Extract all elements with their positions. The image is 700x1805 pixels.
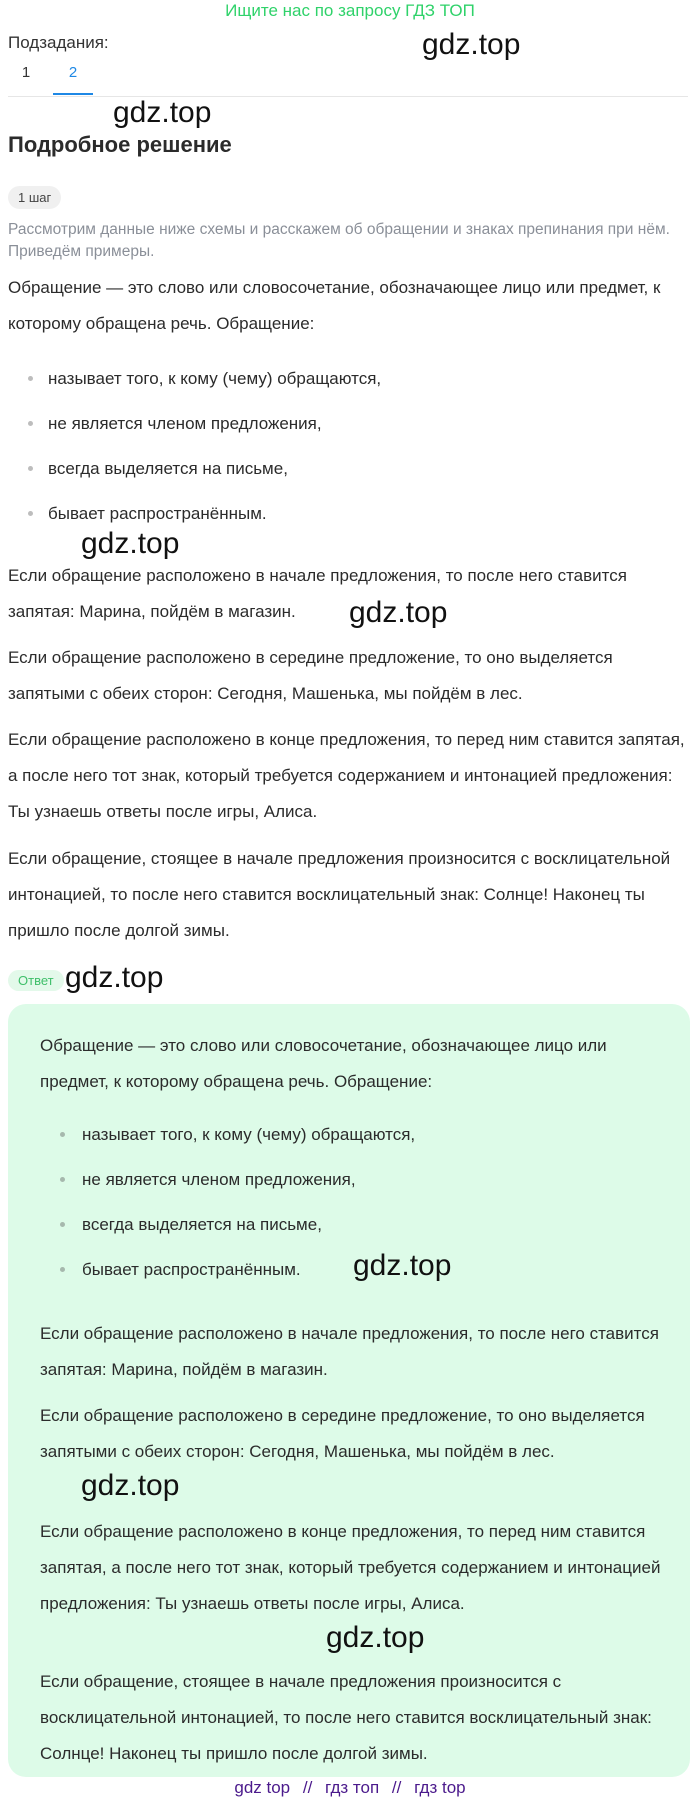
active-tab-indicator — [53, 93, 93, 95]
list-item: называет того, к кому (чему) обращаются, — [40, 1112, 670, 1157]
tab-subtask-2[interactable]: 2 — [68, 64, 78, 81]
footer-link[interactable]: гдз top — [414, 1778, 466, 1797]
answer-box — [8, 1004, 690, 1777]
watermark: gdz.top — [65, 961, 164, 994]
solution-paragraph: Если обращение, стоящее в начале предложения произносится с восклицательной интонацией, то после него ставится восклицательный знак: Солнце! Наконец ты пришло после долгой зимы. — [8, 849, 671, 940]
watermark: gdz.top — [326, 1621, 425, 1654]
solution-intro: Рассмотрим данные ниже схемы и расскажем об обращении и знаках препинания при нём. Приведём примеры. — [8, 221, 670, 260]
footer-link[interactable]: гдз топ — [325, 1778, 380, 1797]
watermark: gdz.top — [113, 96, 212, 129]
footer-separator: // — [302, 1778, 313, 1797]
tab-subtask-1[interactable]: 1 — [21, 64, 31, 81]
step-badge: 1 шаг — [8, 186, 61, 209]
solution-paragraph: Если обращение расположено в начале предложения, то после него ставится запятая: Марина, пойдём в магазин. — [8, 566, 627, 621]
footer-link[interactable]: gdz top — [234, 1778, 291, 1797]
solution-bullet-list — [8, 356, 688, 536]
definition-text: Обращение — это слово или словосочетание, обозначающее лицо или предмет, к которому обращена речь. Обращение: — [8, 278, 661, 333]
watermark: gdz.top — [81, 527, 180, 560]
watermark: gdz.top — [349, 596, 448, 629]
list-item: не является членом предложения, — [8, 401, 688, 446]
watermark: gdz.top — [353, 1249, 452, 1282]
solution-title: Подробное решение — [8, 132, 232, 157]
list-item: не является членом предложения, — [40, 1157, 670, 1202]
answer-paragraph: Если обращение расположено в начале предложения, то после него ставится запятая: Марина, пойдём в магазин. — [40, 1324, 659, 1379]
list-item: бывает распространённым. — [8, 491, 688, 536]
footer-separator: // — [391, 1778, 402, 1797]
answer-definition: Обращение — это слово или словосочетание, обозначающее лицо или предмет, к которому обращена речь. Обращение: — [40, 1036, 607, 1091]
watermark: gdz.top — [422, 28, 521, 61]
solution-paragraph: Если обращение расположено в конце предложения, то перед ним ставится запятая, а после него тот знак, который требуется содержанием и интонацией предложения: Ты узнаешь ответы после игры, Алиса. — [8, 730, 685, 821]
list-item: всегда выделяется на письме, — [8, 446, 688, 491]
list-item: всегда выделяется на письме, — [40, 1202, 670, 1247]
solution-paragraph: Если обращение расположено в середине предложение, то оно выделяется запятыми с обеих сторон: Сегодня, Машенька, мы пойдём в лес. — [8, 648, 613, 703]
answer-badge: Ответ — [8, 970, 64, 991]
answer-paragraph: Если обращение расположено в конце предложения, то перед ним ставится запятая, а после него тот знак, который требуется содержанием и интонацией предложения: Ты узнаешь ответы после игры, Алиса. — [40, 1522, 661, 1613]
promo-banner: Ищите нас по запросу ГДЗ ТОП — [225, 1, 475, 20]
answer-paragraph: Если обращение, стоящее в начале предложения произносится с восклицательной интонацией, то после него ставится восклицательный знак: Солнце! Наконец ты пришло после долгой зимы. — [40, 1672, 652, 1763]
list-item: бывает распространённым. — [40, 1247, 670, 1292]
answer-paragraph: Если обращение расположено в середине предложение, то оно выделяется запятыми с обеих сторон: Сегодня, Машенька, мы пойдём в лес. — [40, 1406, 645, 1461]
watermark: gdz.top — [81, 1469, 180, 1502]
divider — [8, 96, 688, 97]
subtasks-label: Подзадания: — [8, 33, 109, 52]
footer-links — [0, 1778, 700, 1798]
list-item: называет того, к кому (чему) обращаются, — [8, 356, 688, 401]
